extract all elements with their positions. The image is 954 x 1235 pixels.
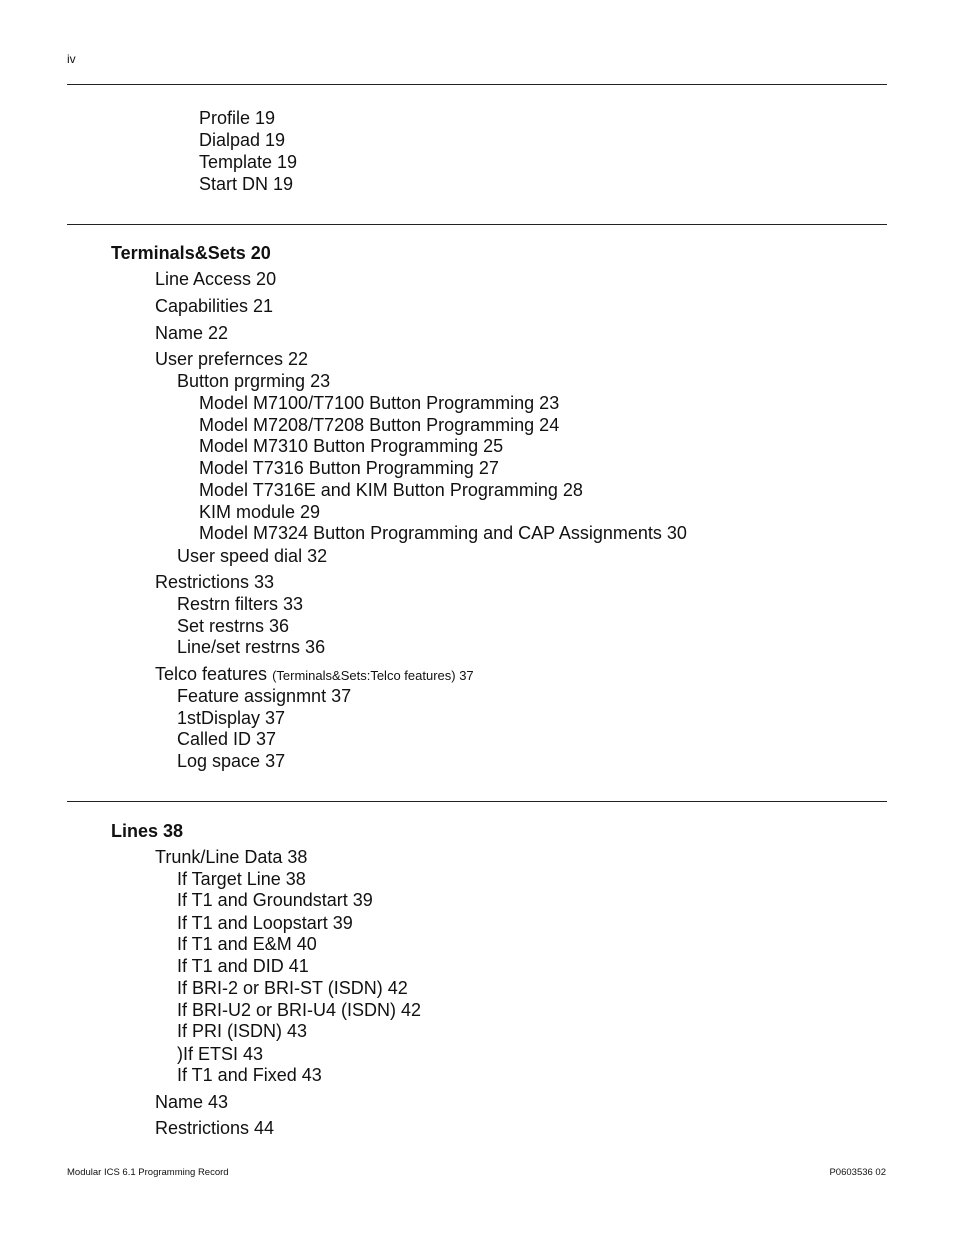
toc-entry[interactable]: Model T7316E and KIM Button Programming 28 bbox=[199, 480, 583, 500]
footer-doc-number: P0603536 02 bbox=[829, 1167, 886, 1178]
toc-entry[interactable]: Set restrns 36 bbox=[177, 616, 290, 636]
toc-entry-telco-features[interactable] bbox=[155, 664, 474, 686]
toc-entry[interactable]: Line Access 20 bbox=[155, 269, 277, 289]
toc-entry[interactable]: Capabilities 21 bbox=[155, 296, 274, 316]
toc-entry[interactable]: Name 43 bbox=[155, 1092, 229, 1112]
toc-entry[interactable]: Model M7324 Button Programming and CAP Assignments 30 bbox=[199, 523, 687, 543]
toc-entry[interactable]: If BRI-2 or BRI-ST (ISDN) 42 bbox=[177, 978, 408, 998]
toc-entry[interactable]: If Target Line 38 bbox=[177, 869, 306, 889]
toc-entry[interactable]: Template 19 bbox=[199, 152, 298, 172]
toc-entry[interactable]: Model T7316 Button Programming 27 bbox=[199, 458, 499, 478]
toc-entry[interactable]: Start DN 19 bbox=[199, 174, 294, 194]
toc-entry[interactable]: Model M7208/T7208 Button Programming 24 bbox=[199, 415, 560, 435]
toc-entry[interactable]: If T1 and Groundstart 39 bbox=[177, 890, 373, 910]
toc-entry[interactable]: Dialpad 19 bbox=[199, 130, 286, 150]
toc-entry[interactable]: If T1 and DID 41 bbox=[177, 956, 309, 976]
toc-entry[interactable]: Trunk/Line Data 38 bbox=[155, 847, 308, 867]
toc-entry[interactable]: )If ETSI 43 bbox=[177, 1044, 264, 1064]
toc-entry[interactable]: Name 22 bbox=[155, 323, 229, 343]
section-divider bbox=[67, 224, 887, 225]
toc-entry[interactable]: 1stDisplay 37 bbox=[177, 708, 286, 728]
toc-entry[interactable]: If T1 and E&M 40 bbox=[177, 934, 317, 954]
footer-doc-title: Modular ICS 6.1 Programming Record bbox=[67, 1167, 229, 1178]
toc-entry[interactable]: If T1 and Loopstart 39 bbox=[177, 913, 353, 933]
toc-entry[interactable]: Line/set restrns 36 bbox=[177, 637, 326, 657]
toc-entry[interactable]: Restrictions 44 bbox=[155, 1118, 275, 1138]
toc-entry[interactable]: Restrn filters 33 bbox=[177, 594, 304, 614]
section-divider bbox=[67, 801, 887, 802]
toc-entry[interactable]: Profile 19 bbox=[199, 108, 276, 128]
toc-entry[interactable]: Feature assignmnt 37 bbox=[177, 686, 352, 706]
toc-entry[interactable]: Called ID 37 bbox=[177, 729, 277, 749]
toc-entry[interactable]: Button prgrming 23 bbox=[177, 371, 331, 391]
toc-entry[interactable]: User speed dial 32 bbox=[177, 546, 328, 566]
page-number: iv bbox=[67, 52, 76, 66]
toc-entry[interactable]: Restrictions 33 bbox=[155, 572, 275, 592]
toc-entry[interactable]: Model M7310 Button Programming 25 bbox=[199, 436, 504, 456]
header-rule bbox=[67, 84, 887, 85]
toc-section-heading[interactable]: Lines 38 bbox=[111, 821, 184, 841]
toc-entry[interactable]: Model M7100/T7100 Button Programming 23 bbox=[199, 393, 560, 413]
toc-entry-label: Telco features bbox=[155, 664, 268, 684]
toc-entry-qualifier: (Terminals&Sets:Telco features) 37 bbox=[272, 668, 474, 683]
toc-entry[interactable]: If PRI (ISDN) 43 bbox=[177, 1021, 308, 1041]
toc-section-heading[interactable]: Terminals&Sets 20 bbox=[111, 243, 271, 263]
toc-entry[interactable]: If BRI-U2 or BRI-U4 (ISDN) 42 bbox=[177, 1000, 422, 1020]
toc-entry[interactable]: If T1 and Fixed 43 bbox=[177, 1065, 322, 1085]
toc-entry[interactable]: Log space 37 bbox=[177, 751, 286, 771]
toc-entry[interactable]: User prefernces 22 bbox=[155, 349, 309, 369]
toc-entry[interactable]: KIM module 29 bbox=[199, 502, 321, 522]
